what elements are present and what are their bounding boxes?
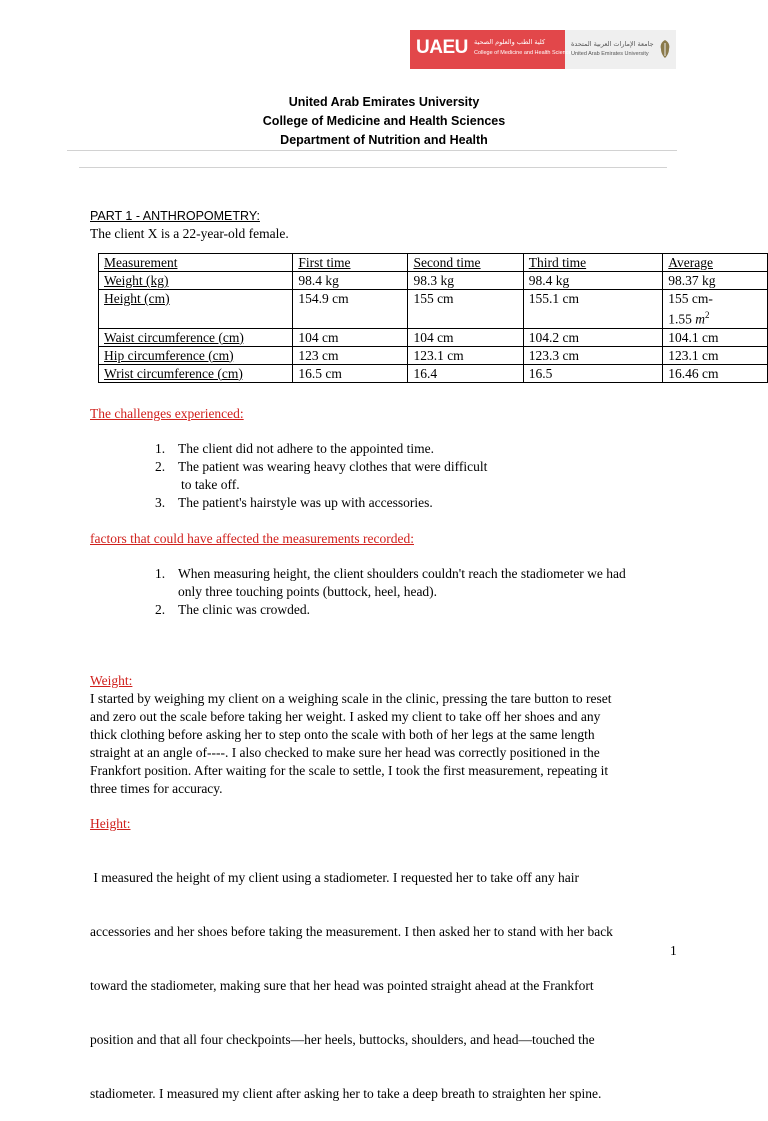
paragraph-line: and zero out the scale before taking her weight. I asked my client to take off her shoes and any: [90, 709, 601, 724]
list-item: [155, 458, 487, 494]
list-item-number: 1.: [155, 566, 166, 581]
paragraph-line: position and that all four checkpoints—her heels, buttocks, shoulders, and head—touched the: [90, 1032, 595, 1047]
table-row: [99, 272, 768, 290]
table-header-cell: Third time: [523, 254, 663, 272]
table-header-cell: Measurement: [99, 254, 293, 272]
table-cell: 123.1 cm: [408, 346, 523, 364]
table-cell: 154.9 cm: [293, 290, 408, 329]
paragraph-line: Frankfort position. After waiting for the scale to settle, I took the first measurement, repeating it: [90, 763, 609, 778]
header-rule-secondary: [79, 167, 667, 168]
table-row: [99, 290, 768, 329]
university-title: United Arab Emirates University: [288, 95, 480, 109]
table-cell: 16.5 cm: [293, 364, 408, 382]
list-item-text: The clinic was crowded.: [178, 602, 310, 617]
list-item-text: The client did not adhere to the appointed time.: [178, 441, 435, 456]
paragraph-line: thick clothing before asking her to step onto the scale with both of her legs at the same length: [90, 727, 595, 742]
table-cell: 16.4: [408, 364, 523, 382]
challenges-list: [155, 440, 487, 512]
page-number: 1: [670, 943, 677, 958]
table-cell: 104.2 cm: [523, 328, 663, 346]
weight-heading: Weight:: [90, 673, 133, 688]
uaeu-logo: [410, 30, 676, 69]
table-row-label: Height (cm): [99, 290, 293, 329]
list-item-number: 2.: [155, 602, 166, 617]
factors-list: [155, 565, 626, 619]
logo-wordmark: UAEU: [416, 37, 468, 58]
part1-intro: The client X is a 22-year-old female.: [90, 226, 289, 241]
measurements-table: [98, 253, 768, 383]
challenges-heading: The challenges experienced:: [90, 406, 244, 421]
factors-heading: factors that could have affected the measurements recorded:: [90, 531, 414, 546]
table-row-label: Waist circumference (cm): [99, 328, 293, 346]
table-header-cell: Average: [663, 254, 768, 272]
table-header-row: [99, 254, 768, 272]
list-item-number: 2.: [155, 459, 166, 474]
list-item-text: The patient's hairstyle was up with accessories.: [178, 495, 433, 510]
university-name-english: United Arab Emirates University: [571, 51, 649, 57]
part1-heading: PART 1 - ANTHROPOMETRY:: [90, 209, 260, 223]
list-item-number: 1.: [155, 441, 166, 456]
college-title: College of Medicine and Health Sciences: [262, 114, 506, 128]
table-header-cell: First time: [293, 254, 408, 272]
list-item: [155, 601, 626, 619]
height-average-line1: 155 cm-: [668, 291, 713, 306]
paragraph-line: I started by weighing my client on a weighing scale in the clinic, pressing the tare button to reset: [90, 691, 612, 706]
table-cell: 16.5: [523, 364, 663, 382]
height-average-exponent: 2: [705, 310, 710, 320]
table-row-label: Wrist circumference (cm): [99, 364, 293, 382]
table-cell: 98.4 kg: [293, 272, 408, 290]
height-average-unit: m: [695, 311, 706, 327]
list-item: [155, 440, 487, 458]
list-item-number: 3.: [155, 495, 166, 510]
table-cell: 104 cm: [293, 328, 408, 346]
table-cell: 123 cm: [293, 346, 408, 364]
list-item-text: only three touching points (buttock, heel, head).: [178, 584, 438, 599]
table-row: [99, 346, 768, 364]
table-cell: 104 cm: [408, 328, 523, 346]
paragraph-line: straight at an angle of----. I also checked to make sure her head was correctly positioned in the: [90, 745, 600, 760]
university-emblem-icon: [658, 39, 672, 59]
department-title: Department of Nutrition and Health: [280, 133, 488, 147]
list-item-text: When measuring height, the client shoulders couldn't reach the stadiometer we had: [178, 566, 626, 581]
table-row-label: Weight (kg): [99, 272, 293, 290]
paragraph-line: toward the stadiometer, making sure that her head was pointed straight ahead at the Frankfort: [90, 978, 594, 993]
table-cell: 155.1 cm: [523, 290, 663, 329]
table-cell: 155 cm: [408, 290, 523, 329]
table-header-cell: Second time: [408, 254, 523, 272]
paragraph-line: stadiometer. I measured my client after asking her to take a deep breath to straighten her spine.: [90, 1086, 602, 1101]
paragraph-line: three times for accuracy.: [90, 781, 223, 796]
college-logo-block: [410, 30, 572, 69]
table-row: [99, 328, 768, 346]
table-cell: 98.4 kg: [523, 272, 663, 290]
table-row-label: Hip circumference (cm): [99, 346, 293, 364]
table-cell-height-average: [663, 290, 768, 329]
weight-paragraph: [90, 690, 690, 798]
college-name-arabic: كلية الطب والعلوم الصحية: [474, 38, 546, 46]
header-rule: [67, 150, 677, 151]
height-average-line2: [668, 307, 767, 328]
list-item-text: to take off.: [181, 477, 240, 492]
height-average-value: 1.55: [668, 311, 692, 327]
table-cell: 16.46 cm: [663, 364, 768, 382]
table-row: [99, 364, 768, 382]
college-name-english: College of Medicine and Health Science: [474, 50, 572, 56]
table-cell: 98.37 kg: [663, 272, 768, 290]
list-item: [155, 494, 487, 512]
table-cell: 98.3 kg: [408, 272, 523, 290]
table-cell: 123.3 cm: [523, 346, 663, 364]
list-item-text: The patient was wearing heavy clothes that were difficult: [178, 459, 488, 474]
table-cell: 123.1 cm: [663, 346, 768, 364]
list-item: [155, 565, 626, 601]
height-paragraph: [90, 833, 690, 1121]
table-cell: 104.1 cm: [663, 328, 768, 346]
height-heading: Height:: [90, 816, 131, 831]
paragraph-line: I measured the height of my client using a stadiometer. I requested her to take off any hair: [90, 870, 579, 885]
university-name-arabic: جامعة الإمارات العربية المتحدة: [571, 40, 654, 48]
paragraph-line: accessories and her shoes before taking the measurement. I then asked her to stand with her back: [90, 924, 613, 939]
